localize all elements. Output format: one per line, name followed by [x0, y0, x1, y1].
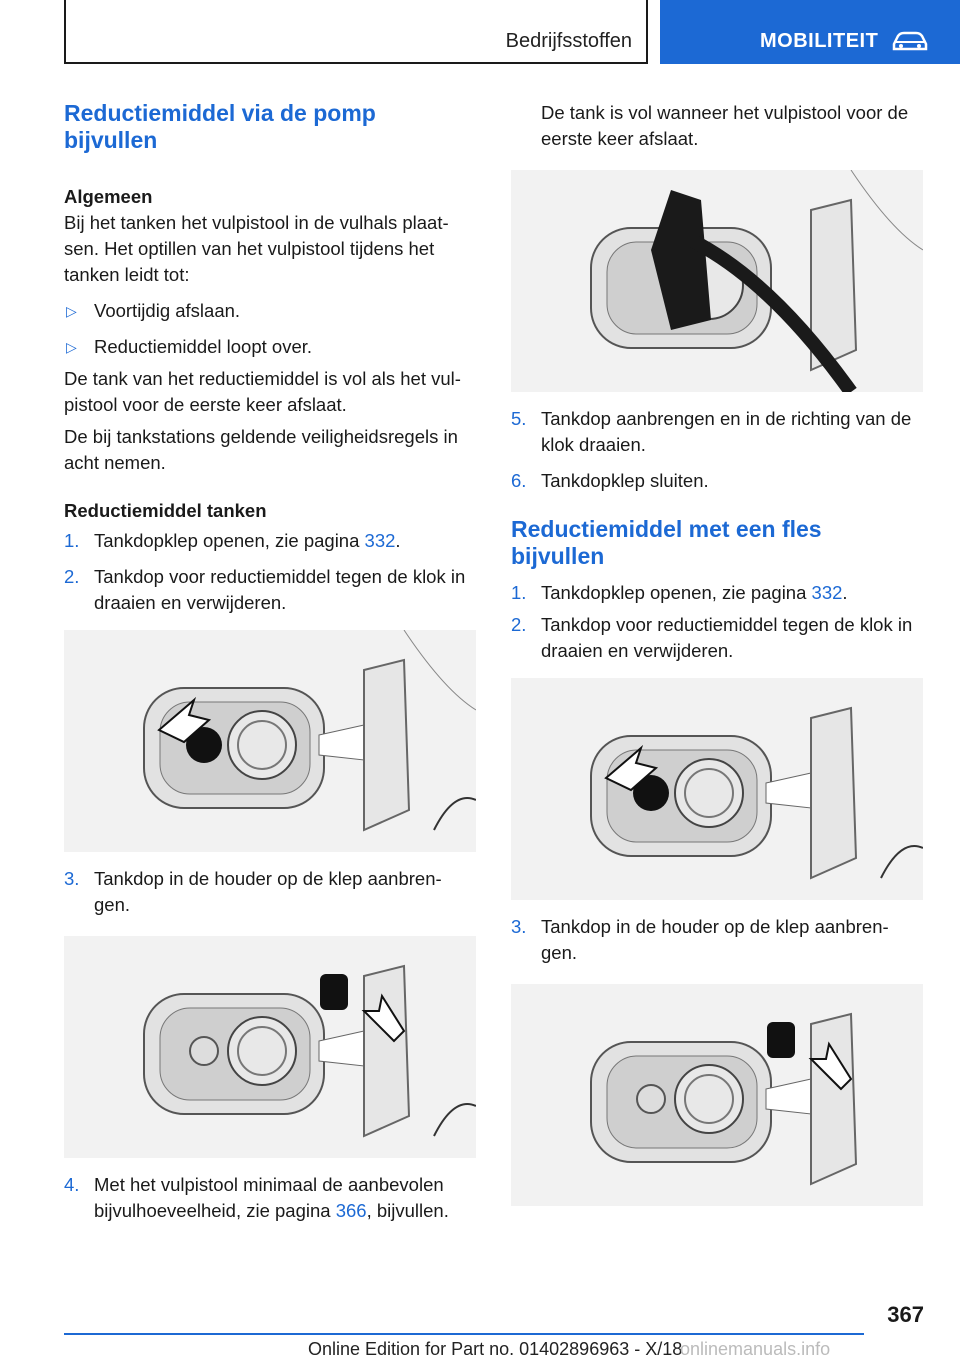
page-link[interactable]: 332 [811, 582, 843, 603]
car-icon [890, 30, 930, 52]
header-section-title: Bedrijfsstoffen [505, 30, 632, 52]
section-title-pump: Reductiemiddel via de pomp bijvullen [64, 100, 376, 153]
step-item: 2. Tankdop voor reductiemiddel tegen de klok in draaien en verwijderen. [511, 614, 913, 661]
intro-text: De tank is vol wanneer het vulpistool voor de eerste keer afslaat. [541, 102, 909, 149]
header-section-box [64, 0, 648, 64]
section-title-bottle: Reductiemiddel met een fles bijvullen [511, 516, 822, 569]
step-item: 4. Met het vulpistool minimaal de aanbevolen bijvulhoeveelheid, zie pagina 366, bijvullen. [64, 1174, 449, 1221]
figure-cap-removal-bottle [511, 678, 923, 900]
figure-nozzle [511, 170, 923, 392]
full-text: De tank van het reductiemiddel is vol als het vul-pistool voor de eerste keer afslaat. [64, 368, 461, 415]
page-link[interactable]: 332 [364, 530, 396, 551]
step-item: 5. Tankdop aanbrengen en in de richting van de klok draaien. [511, 408, 912, 455]
chapter-tab-label: MOBILITEIT [760, 30, 879, 52]
page-number: 367 [887, 1302, 924, 1327]
triangle-bullet-icon: ▷ [66, 303, 77, 319]
footer-divider [64, 1333, 864, 1335]
bullet-item: ▷ Voortijdig afslaan. [64, 298, 476, 324]
figure-cap-removal [64, 630, 476, 852]
refuel-heading: Reductiemiddel tanken [64, 500, 267, 521]
step-item: 1. Tankdopklep openen, zie pagina 332. [511, 582, 848, 603]
figure-cap-holder-bottle [511, 984, 923, 1206]
footer-edition: Online Edition for Part no. 01402896963 - X/18 [308, 1339, 683, 1359]
bullet-item: ▷ Reductiemiddel loopt over. [64, 334, 476, 360]
step-item: 3. Tankdop in de houder op de klep aanbren-gen. [511, 916, 889, 963]
watermark: onlinemanuals.info [680, 1339, 831, 1359]
general-heading: Algemeen [64, 186, 153, 207]
step-item: 6. Tankdopklep sluiten. [511, 470, 709, 491]
figure-cap-holder [64, 936, 476, 1158]
page-link[interactable]: 366 [335, 1200, 367, 1221]
safety-text: De bij tankstations geldende veiligheidsregels in acht nemen. [64, 426, 458, 473]
step-item: 2. Tankdop voor reductiemiddel tegen de klok in draaien en verwijderen. [64, 566, 466, 613]
step-item: 1. Tankdopklep openen, zie pagina 332. [64, 530, 401, 551]
step-item: 3. Tankdop in de houder op de klep aanbren-gen. [64, 868, 442, 915]
left-column [64, 100, 476, 1224]
header-chapter-tab[interactable] [660, 0, 960, 64]
triangle-bullet-icon: ▷ [66, 339, 77, 355]
right-column [511, 100, 923, 1206]
general-text: Bij het tanken het vulpistool in de vulhals plaat-sen. Het optillen van het vulpistool tijdens het tanken leidt tot: [64, 212, 449, 285]
